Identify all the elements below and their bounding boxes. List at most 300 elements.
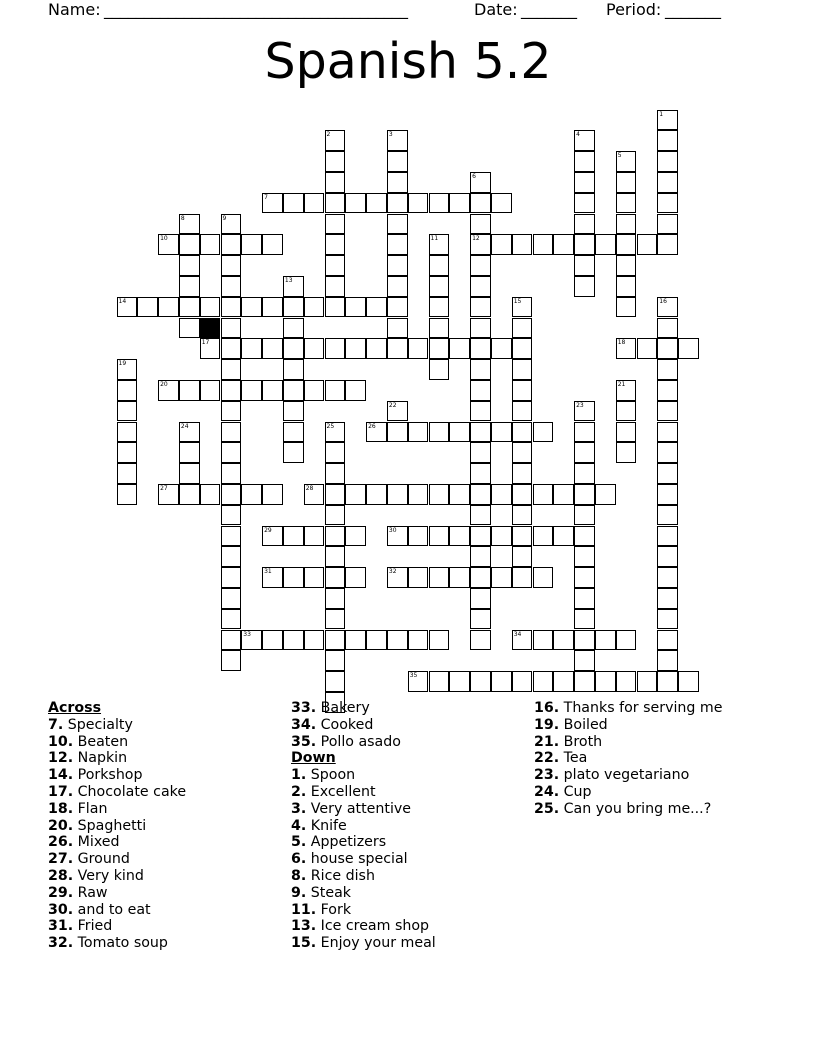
grid-cell[interactable] xyxy=(429,567,450,588)
grid-cell[interactable] xyxy=(387,297,408,318)
date-line[interactable]: _______ xyxy=(521,0,577,19)
grid-cell[interactable] xyxy=(429,359,450,380)
grid-cell[interactable] xyxy=(283,318,304,339)
grid-cell[interactable] xyxy=(325,484,346,505)
grid-cell[interactable] xyxy=(533,526,554,547)
grid-cell[interactable] xyxy=(491,338,512,359)
grid-cell[interactable] xyxy=(408,484,429,505)
grid-cell[interactable] xyxy=(366,338,387,359)
grid-cell[interactable] xyxy=(533,671,554,692)
grid-cell[interactable] xyxy=(221,609,242,630)
grid-cell[interactable] xyxy=(283,401,304,422)
grid-cell[interactable] xyxy=(408,671,429,692)
grid-cell[interactable] xyxy=(366,484,387,505)
grid-cell[interactable] xyxy=(179,463,200,484)
grid-cell[interactable] xyxy=(491,484,512,505)
grid-cell[interactable] xyxy=(158,297,179,318)
grid-cell[interactable] xyxy=(470,380,491,401)
grid-cell[interactable] xyxy=(325,505,346,526)
grid-cell[interactable] xyxy=(345,526,366,547)
grid-cell[interactable] xyxy=(221,650,242,671)
grid-cell[interactable] xyxy=(241,297,262,318)
grid-cell[interactable] xyxy=(512,422,533,443)
grid-cell[interactable] xyxy=(137,297,158,318)
grid-cell[interactable] xyxy=(283,359,304,380)
grid-cell[interactable] xyxy=(657,630,678,651)
grid-cell[interactable] xyxy=(117,359,138,380)
grid-cell[interactable] xyxy=(574,130,595,151)
grid-cell[interactable] xyxy=(553,234,574,255)
grid-cell[interactable] xyxy=(429,338,450,359)
grid-cell[interactable] xyxy=(325,297,346,318)
grid-cell[interactable] xyxy=(325,422,346,443)
grid-cell[interactable] xyxy=(366,630,387,651)
name-line[interactable]: ______________________________________ xyxy=(104,0,408,19)
grid-cell[interactable] xyxy=(387,255,408,276)
grid-cell[interactable] xyxy=(595,671,616,692)
grid-cell[interactable] xyxy=(262,193,283,214)
grid-cell[interactable] xyxy=(345,380,366,401)
grid-cell[interactable] xyxy=(345,193,366,214)
grid-cell[interactable] xyxy=(449,484,470,505)
grid-cell[interactable] xyxy=(574,671,595,692)
grid-cell[interactable] xyxy=(470,338,491,359)
grid-cell[interactable] xyxy=(616,297,637,318)
grid-cell[interactable] xyxy=(408,338,429,359)
grid-cell[interactable] xyxy=(574,609,595,630)
grid-cell[interactable] xyxy=(325,630,346,651)
grid-cell[interactable] xyxy=(387,630,408,651)
grid-cell[interactable] xyxy=(283,567,304,588)
grid-cell[interactable] xyxy=(221,276,242,297)
grid-cell[interactable] xyxy=(200,338,221,359)
grid-cell[interactable] xyxy=(512,318,533,339)
grid-cell[interactable] xyxy=(429,193,450,214)
grid-cell[interactable] xyxy=(657,567,678,588)
grid-cell[interactable] xyxy=(283,276,304,297)
grid-cell[interactable] xyxy=(221,234,242,255)
grid-cell[interactable] xyxy=(221,630,242,651)
grid-cell[interactable] xyxy=(221,214,242,235)
grid-cell[interactable] xyxy=(179,318,200,339)
grid-cell[interactable] xyxy=(553,630,574,651)
grid-cell[interactable] xyxy=(574,650,595,671)
grid-cell[interactable] xyxy=(179,380,200,401)
grid-cell[interactable] xyxy=(470,193,491,214)
grid-cell[interactable] xyxy=(553,484,574,505)
grid-cell[interactable] xyxy=(325,526,346,547)
grid-cell[interactable] xyxy=(262,526,283,547)
grid-cell[interactable] xyxy=(158,380,179,401)
grid-cell[interactable] xyxy=(491,567,512,588)
grid-cell[interactable] xyxy=(470,671,491,692)
grid-cell[interactable] xyxy=(595,630,616,651)
grid-cell[interactable] xyxy=(325,650,346,671)
grid-cell[interactable] xyxy=(387,338,408,359)
grid-cell[interactable] xyxy=(158,234,179,255)
grid-cell[interactable] xyxy=(262,297,283,318)
grid-cell[interactable] xyxy=(616,151,637,172)
grid-cell[interactable] xyxy=(262,484,283,505)
grid-cell[interactable] xyxy=(408,630,429,651)
grid-cell[interactable] xyxy=(221,463,242,484)
grid-cell[interactable] xyxy=(221,422,242,443)
grid-cell[interactable] xyxy=(512,526,533,547)
grid-cell[interactable] xyxy=(574,193,595,214)
grid-cell[interactable] xyxy=(657,671,678,692)
grid-cell[interactable] xyxy=(553,671,574,692)
grid-cell[interactable] xyxy=(657,505,678,526)
grid-cell[interactable] xyxy=(512,338,533,359)
grid-cell[interactable] xyxy=(387,567,408,588)
grid-cell[interactable] xyxy=(470,546,491,567)
grid-cell[interactable] xyxy=(470,297,491,318)
grid-cell[interactable] xyxy=(470,463,491,484)
grid-cell[interactable] xyxy=(657,546,678,567)
grid-cell[interactable] xyxy=(408,526,429,547)
grid-cell[interactable] xyxy=(616,338,637,359)
grid-cell[interactable] xyxy=(429,234,450,255)
grid-cell[interactable] xyxy=(325,214,346,235)
grid-cell[interactable] xyxy=(512,297,533,318)
grid-cell[interactable] xyxy=(574,505,595,526)
grid-cell[interactable] xyxy=(429,526,450,547)
grid-cell[interactable] xyxy=(657,110,678,131)
grid-cell[interactable] xyxy=(657,151,678,172)
grid-cell[interactable] xyxy=(241,234,262,255)
grid-cell[interactable] xyxy=(574,526,595,547)
grid-cell[interactable] xyxy=(429,630,450,651)
grid-cell[interactable] xyxy=(221,255,242,276)
grid-cell[interactable] xyxy=(678,338,699,359)
grid-cell[interactable] xyxy=(179,255,200,276)
grid-cell[interactable] xyxy=(657,609,678,630)
grid-cell[interactable] xyxy=(325,671,346,692)
grid-cell[interactable] xyxy=(657,297,678,318)
grid-cell[interactable] xyxy=(221,526,242,547)
grid-cell[interactable] xyxy=(657,442,678,463)
grid-cell[interactable] xyxy=(325,276,346,297)
grid-cell[interactable] xyxy=(470,422,491,443)
grid-cell[interactable] xyxy=(470,359,491,380)
grid-cell[interactable] xyxy=(678,671,699,692)
grid-cell[interactable] xyxy=(241,484,262,505)
grid-cell[interactable] xyxy=(283,297,304,318)
grid-cell[interactable] xyxy=(221,318,242,339)
grid-cell[interactable] xyxy=(179,214,200,235)
grid-cell[interactable] xyxy=(533,422,554,443)
grid-cell[interactable] xyxy=(616,255,637,276)
grid-cell[interactable] xyxy=(616,172,637,193)
grid-cell[interactable] xyxy=(200,297,221,318)
grid-cell[interactable] xyxy=(616,422,637,443)
grid-cell[interactable] xyxy=(637,671,658,692)
grid-cell[interactable] xyxy=(221,567,242,588)
grid-cell[interactable] xyxy=(574,463,595,484)
grid-cell[interactable] xyxy=(429,422,450,443)
grid-cell[interactable] xyxy=(512,546,533,567)
grid-cell[interactable] xyxy=(470,484,491,505)
grid-cell[interactable] xyxy=(429,276,450,297)
grid-cell[interactable] xyxy=(533,630,554,651)
grid-cell[interactable] xyxy=(345,484,366,505)
grid-cell[interactable] xyxy=(470,318,491,339)
grid-cell[interactable] xyxy=(117,380,138,401)
grid-cell[interactable] xyxy=(387,526,408,547)
grid-cell[interactable] xyxy=(470,276,491,297)
grid-cell[interactable] xyxy=(221,359,242,380)
grid-cell[interactable] xyxy=(304,338,325,359)
grid-cell[interactable] xyxy=(470,401,491,422)
grid-cell[interactable] xyxy=(449,193,470,214)
grid-cell[interactable] xyxy=(117,463,138,484)
grid-cell[interactable] xyxy=(117,442,138,463)
grid-cell[interactable] xyxy=(221,484,242,505)
grid-cell[interactable] xyxy=(595,484,616,505)
grid-cell[interactable] xyxy=(283,422,304,443)
grid-cell[interactable] xyxy=(637,234,658,255)
grid-cell[interactable] xyxy=(574,588,595,609)
grid-cell[interactable] xyxy=(491,193,512,214)
grid-cell[interactable] xyxy=(616,671,637,692)
grid-cell[interactable] xyxy=(470,442,491,463)
grid-cell[interactable] xyxy=(512,234,533,255)
grid-cell[interactable] xyxy=(512,442,533,463)
grid-cell[interactable] xyxy=(283,630,304,651)
grid-cell[interactable] xyxy=(574,484,595,505)
grid-cell[interactable] xyxy=(325,172,346,193)
grid-cell[interactable] xyxy=(345,297,366,318)
grid-cell[interactable] xyxy=(304,630,325,651)
grid-cell[interactable] xyxy=(470,214,491,235)
grid-cell[interactable] xyxy=(179,422,200,443)
grid-cell[interactable] xyxy=(158,484,179,505)
grid-cell[interactable] xyxy=(408,193,429,214)
grid-cell[interactable] xyxy=(179,442,200,463)
grid-cell[interactable] xyxy=(616,214,637,235)
grid-cell[interactable] xyxy=(179,297,200,318)
grid-cell[interactable] xyxy=(221,588,242,609)
grid-cell[interactable] xyxy=(470,505,491,526)
grid-cell[interactable] xyxy=(262,338,283,359)
grid-cell[interactable] xyxy=(512,359,533,380)
grid-cell[interactable] xyxy=(387,276,408,297)
grid-cell[interactable] xyxy=(470,234,491,255)
grid-cell[interactable] xyxy=(470,588,491,609)
grid-cell[interactable] xyxy=(657,193,678,214)
grid-cell[interactable] xyxy=(470,609,491,630)
grid-cell[interactable] xyxy=(429,255,450,276)
grid-cell[interactable] xyxy=(387,172,408,193)
grid-cell[interactable] xyxy=(512,484,533,505)
grid-cell[interactable] xyxy=(387,193,408,214)
grid-cell[interactable] xyxy=(449,338,470,359)
grid-cell[interactable] xyxy=(345,338,366,359)
grid-cell[interactable] xyxy=(325,588,346,609)
grid-cell[interactable] xyxy=(325,234,346,255)
grid-cell[interactable] xyxy=(366,422,387,443)
grid-cell[interactable] xyxy=(387,234,408,255)
grid-cell[interactable] xyxy=(429,297,450,318)
grid-cell[interactable] xyxy=(574,630,595,651)
grid-cell[interactable] xyxy=(221,442,242,463)
grid-cell[interactable] xyxy=(616,234,637,255)
grid-cell[interactable] xyxy=(304,193,325,214)
grid-cell[interactable] xyxy=(657,338,678,359)
grid-cell[interactable] xyxy=(574,422,595,443)
grid-cell[interactable] xyxy=(262,234,283,255)
grid-cell[interactable] xyxy=(616,380,637,401)
grid-cell[interactable] xyxy=(262,567,283,588)
grid-cell[interactable] xyxy=(221,297,242,318)
grid-cell[interactable] xyxy=(657,234,678,255)
grid-cell[interactable] xyxy=(366,297,387,318)
grid-cell[interactable] xyxy=(512,505,533,526)
grid-cell[interactable] xyxy=(657,130,678,151)
grid-cell[interactable] xyxy=(408,567,429,588)
grid-cell[interactable] xyxy=(325,567,346,588)
grid-cell[interactable] xyxy=(657,588,678,609)
grid-cell[interactable] xyxy=(325,609,346,630)
grid-cell[interactable] xyxy=(283,380,304,401)
grid-cell[interactable] xyxy=(657,359,678,380)
grid-cell[interactable] xyxy=(616,630,637,651)
grid-cell[interactable] xyxy=(325,130,346,151)
grid-cell[interactable] xyxy=(179,234,200,255)
grid-cell[interactable] xyxy=(325,338,346,359)
grid-cell[interactable] xyxy=(657,422,678,443)
grid-cell[interactable] xyxy=(304,380,325,401)
grid-cell[interactable] xyxy=(387,484,408,505)
grid-cell[interactable] xyxy=(117,422,138,443)
grid-cell[interactable] xyxy=(512,567,533,588)
grid-cell[interactable] xyxy=(574,151,595,172)
grid-cell[interactable] xyxy=(574,401,595,422)
grid-cell[interactable] xyxy=(200,380,221,401)
grid-cell[interactable] xyxy=(637,338,658,359)
grid-cell[interactable] xyxy=(574,276,595,297)
grid-cell[interactable] xyxy=(200,234,221,255)
grid-cell[interactable] xyxy=(574,234,595,255)
grid-cell[interactable] xyxy=(387,214,408,235)
grid-cell[interactable] xyxy=(512,380,533,401)
grid-cell[interactable] xyxy=(325,546,346,567)
grid-cell[interactable] xyxy=(574,442,595,463)
grid-cell[interactable] xyxy=(221,401,242,422)
grid-cell[interactable] xyxy=(325,380,346,401)
grid-cell[interactable] xyxy=(283,193,304,214)
grid-cell[interactable] xyxy=(574,567,595,588)
grid-cell[interactable] xyxy=(657,172,678,193)
grid-cell[interactable] xyxy=(117,297,138,318)
grid-cell[interactable] xyxy=(512,463,533,484)
grid-cell[interactable] xyxy=(387,401,408,422)
grid-cell[interactable] xyxy=(657,484,678,505)
grid-cell[interactable] xyxy=(304,567,325,588)
grid-cell[interactable] xyxy=(470,255,491,276)
grid-cell[interactable] xyxy=(491,234,512,255)
grid-cell[interactable] xyxy=(491,671,512,692)
grid-cell[interactable] xyxy=(325,151,346,172)
grid-cell[interactable] xyxy=(470,567,491,588)
grid-cell[interactable] xyxy=(179,484,200,505)
grid-cell[interactable] xyxy=(595,234,616,255)
grid-cell[interactable] xyxy=(221,505,242,526)
grid-cell[interactable] xyxy=(117,401,138,422)
grid-cell[interactable] xyxy=(283,338,304,359)
grid-cell[interactable] xyxy=(221,546,242,567)
grid-cell[interactable] xyxy=(512,671,533,692)
grid-cell[interactable] xyxy=(304,484,325,505)
grid-cell[interactable] xyxy=(574,172,595,193)
grid-cell[interactable] xyxy=(200,484,221,505)
grid-cell[interactable] xyxy=(470,172,491,193)
grid-cell[interactable] xyxy=(574,546,595,567)
grid-cell[interactable] xyxy=(429,671,450,692)
grid-cell[interactable] xyxy=(657,463,678,484)
grid-cell[interactable] xyxy=(657,214,678,235)
grid-cell[interactable] xyxy=(387,130,408,151)
grid-cell[interactable] xyxy=(449,422,470,443)
grid-cell[interactable] xyxy=(657,526,678,547)
grid-cell[interactable] xyxy=(657,318,678,339)
grid-cell[interactable] xyxy=(241,338,262,359)
grid-cell[interactable] xyxy=(616,193,637,214)
grid-cell[interactable] xyxy=(325,255,346,276)
grid-cell[interactable] xyxy=(262,630,283,651)
grid-cell[interactable] xyxy=(533,567,554,588)
grid-cell[interactable] xyxy=(408,422,429,443)
grid-cell[interactable] xyxy=(325,463,346,484)
grid-cell[interactable] xyxy=(470,630,491,651)
grid-cell[interactable] xyxy=(533,234,554,255)
grid-cell[interactable] xyxy=(304,297,325,318)
grid-cell[interactable] xyxy=(325,442,346,463)
grid-cell[interactable] xyxy=(533,484,554,505)
grid-cell[interactable] xyxy=(283,526,304,547)
grid-cell[interactable] xyxy=(491,526,512,547)
grid-cell[interactable] xyxy=(449,671,470,692)
grid-cell[interactable] xyxy=(387,151,408,172)
grid-cell[interactable] xyxy=(262,380,283,401)
grid-cell[interactable] xyxy=(241,630,262,651)
grid-cell[interactable] xyxy=(470,526,491,547)
grid-cell[interactable] xyxy=(387,422,408,443)
grid-cell[interactable] xyxy=(553,526,574,547)
grid-cell[interactable] xyxy=(574,255,595,276)
grid-cell[interactable] xyxy=(429,484,450,505)
grid-cell[interactable] xyxy=(283,442,304,463)
grid-cell[interactable] xyxy=(616,276,637,297)
grid-cell[interactable] xyxy=(117,484,138,505)
grid-cell[interactable] xyxy=(304,526,325,547)
grid-cell[interactable] xyxy=(449,526,470,547)
grid-cell[interactable] xyxy=(241,380,262,401)
grid-cell[interactable] xyxy=(345,630,366,651)
grid-cell[interactable] xyxy=(512,630,533,651)
grid-cell[interactable] xyxy=(616,442,637,463)
grid-cell[interactable] xyxy=(179,276,200,297)
grid-cell[interactable] xyxy=(429,318,450,339)
grid-cell[interactable] xyxy=(345,567,366,588)
grid-cell[interactable] xyxy=(616,401,637,422)
grid-cell[interactable] xyxy=(221,338,242,359)
grid-cell[interactable] xyxy=(449,567,470,588)
grid-cell[interactable] xyxy=(657,380,678,401)
period-line[interactable]: _______ xyxy=(665,0,721,19)
grid-cell[interactable] xyxy=(387,318,408,339)
grid-cell[interactable] xyxy=(366,193,387,214)
